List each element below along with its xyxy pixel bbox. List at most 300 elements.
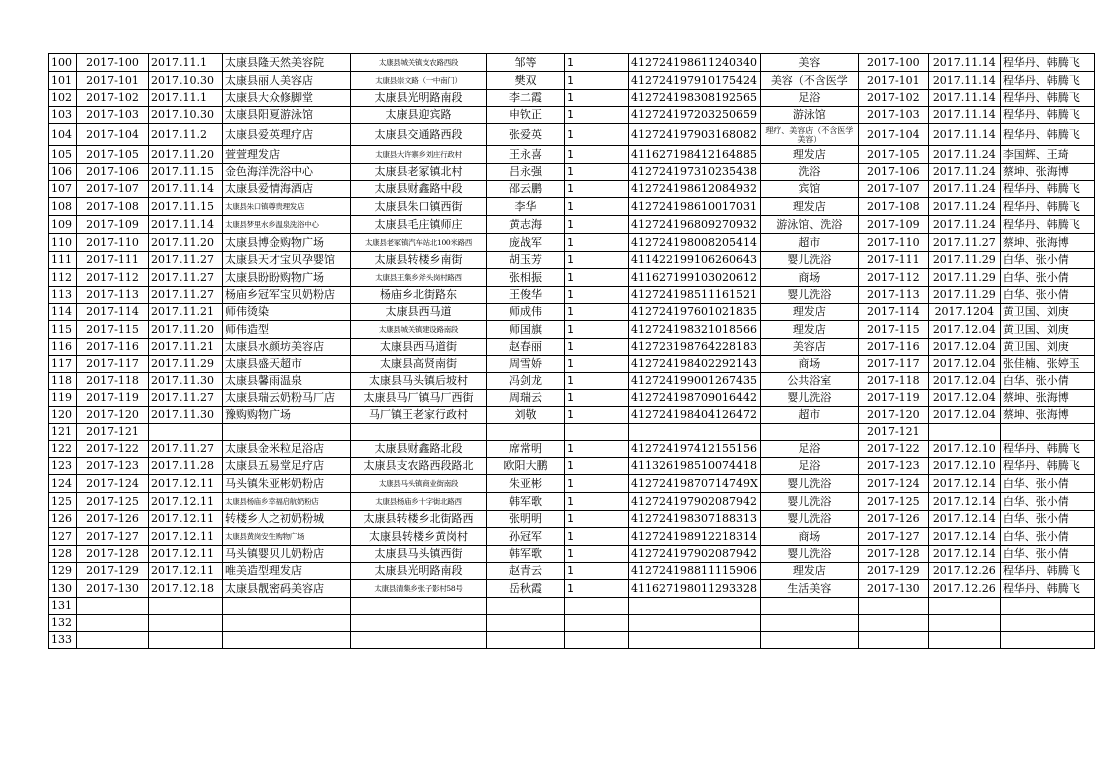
cell-inspectors bbox=[1000, 546, 1094, 563]
cell-address bbox=[351, 198, 487, 216]
cell-application-date bbox=[149, 216, 223, 234]
address-text: 太康县马头镇商业街南段 bbox=[378, 479, 459, 488]
application-date-text: 2017.11.1 bbox=[151, 55, 207, 69]
business-type-text: 商场 bbox=[798, 270, 821, 284]
cell-issue-date bbox=[928, 321, 1000, 339]
cell-legal-person bbox=[487, 580, 565, 598]
cell-id-number bbox=[629, 475, 761, 493]
legal-person-text: 赵春丽 bbox=[509, 340, 542, 353]
issue-date-text: 2017.12.04 bbox=[932, 340, 996, 353]
cell-legal-person bbox=[487, 107, 565, 124]
license-number-text: 2017-100 bbox=[86, 55, 139, 69]
cell-permit-number bbox=[858, 511, 928, 528]
issue-date-text: 2017.12.14 bbox=[932, 529, 996, 543]
cell-id-number bbox=[629, 198, 761, 216]
cell-row-number bbox=[49, 146, 77, 164]
business-type-text: 足浴 bbox=[798, 442, 821, 455]
cell-row-number bbox=[49, 356, 77, 373]
cell-business-name bbox=[223, 198, 351, 216]
issue-date-text: 2017.11.29 bbox=[932, 253, 996, 266]
cell-count bbox=[565, 90, 629, 107]
permit-number-text: 2017-108 bbox=[866, 199, 920, 213]
cell-permit-number bbox=[858, 475, 928, 493]
cell-permit-number bbox=[858, 54, 928, 72]
cell-legal-person bbox=[487, 373, 565, 390]
cell-license-number bbox=[77, 458, 149, 475]
cell-address bbox=[351, 304, 487, 321]
row-number-text: 106 bbox=[51, 165, 72, 178]
cell-business-name bbox=[223, 475, 351, 493]
legal-person-text: 张相振 bbox=[509, 270, 542, 284]
cell-business-name bbox=[223, 252, 351, 269]
cell-business-type bbox=[760, 107, 858, 124]
inspectors-text: 白华、张小倩 bbox=[1002, 529, 1069, 543]
cell-business-type bbox=[760, 124, 858, 146]
cell-row-number bbox=[49, 287, 77, 304]
issue-date-text: 2017.11.27 bbox=[932, 235, 996, 249]
cell-inspectors bbox=[1000, 580, 1094, 598]
business-type-text: 游泳馆 bbox=[792, 108, 826, 121]
id-number-text: 412724197412155156 bbox=[631, 442, 757, 455]
inspectors-text: 程华丹、韩腾飞 bbox=[1002, 581, 1080, 595]
cell-count bbox=[565, 181, 629, 198]
cell-business-name bbox=[223, 72, 351, 90]
address-text: 太康县转楼乡南街 bbox=[374, 253, 463, 266]
cell-application-date bbox=[149, 632, 223, 649]
cell-legal-person bbox=[487, 321, 565, 339]
cell-application-date bbox=[149, 269, 223, 287]
cell-permit-number bbox=[858, 458, 928, 475]
issue-date-text: 2017.12.10 bbox=[932, 442, 996, 455]
application-date-text: 2017.12.18 bbox=[151, 581, 214, 595]
cell-license-number bbox=[77, 615, 149, 632]
issue-date-text: 2017.11.24 bbox=[932, 165, 996, 178]
business-name-text: 太康县大众修脚堂 bbox=[225, 91, 313, 104]
cell-count bbox=[565, 321, 629, 339]
address-text: 太康县财鑫路中段 bbox=[374, 182, 463, 195]
cell-inspectors bbox=[1000, 458, 1094, 475]
cell-issue-date bbox=[928, 234, 1000, 252]
cell-id-number bbox=[629, 528, 761, 546]
count-text: 1 bbox=[567, 165, 574, 178]
application-date-text: 2017.11.28 bbox=[151, 459, 214, 472]
business-type-text: 理发店 bbox=[792, 564, 826, 577]
inspectors-text: 白华、张小倩 bbox=[1002, 374, 1069, 387]
address-text: 太康县马头镇西街 bbox=[374, 547, 463, 560]
cell-business-type bbox=[760, 373, 858, 390]
cell-business-name bbox=[223, 234, 351, 252]
cell-inspectors bbox=[1000, 475, 1094, 493]
cell-legal-person bbox=[487, 304, 565, 321]
cell-row-number bbox=[49, 475, 77, 493]
cell-legal-person bbox=[487, 546, 565, 563]
cell-license-number bbox=[77, 598, 149, 615]
business-type-text: 商场 bbox=[798, 529, 821, 543]
business-type-text: 婴儿洗浴 bbox=[787, 512, 832, 525]
count-text: 1 bbox=[567, 529, 574, 543]
id-number-text: 412724198404126472 bbox=[631, 408, 757, 421]
cell-business-type bbox=[760, 181, 858, 198]
cell-issue-date bbox=[928, 373, 1000, 390]
cell-count bbox=[565, 615, 629, 632]
cell-count bbox=[565, 390, 629, 407]
address-text: 太康县杨庙乡十字街北路西 bbox=[375, 497, 462, 506]
legal-person-text: 庞战军 bbox=[509, 235, 542, 249]
address-text: 马厂镇王老家行政村 bbox=[369, 408, 468, 421]
cell-business-type bbox=[760, 598, 858, 615]
table-row bbox=[49, 54, 1095, 72]
legal-person-text: 樊双 bbox=[514, 73, 537, 87]
count-text: 1 bbox=[567, 357, 574, 370]
legal-person-text: 赵青云 bbox=[509, 564, 542, 577]
cell-issue-date bbox=[928, 475, 1000, 493]
issue-date-text: 2017.12.04 bbox=[932, 391, 996, 404]
cell-application-date bbox=[149, 198, 223, 216]
cell-id-number bbox=[629, 373, 761, 390]
cell-application-date bbox=[149, 124, 223, 146]
cell-inspectors bbox=[1000, 234, 1094, 252]
inspectors-text: 程华丹、韩腾飞 bbox=[1002, 442, 1080, 455]
row-number-text: 133 bbox=[51, 633, 72, 646]
application-date-text: 2017.11.30 bbox=[151, 374, 214, 387]
id-number-text: 412724198912218314 bbox=[631, 529, 757, 543]
legal-person-text: 黄志海 bbox=[509, 217, 542, 231]
business-type-text: 美容（不含医学 bbox=[770, 73, 848, 87]
address-text: 太康县财鑫路北段 bbox=[374, 442, 463, 455]
cell-business-type bbox=[760, 546, 858, 563]
cell-row-number bbox=[49, 390, 77, 407]
business-name-text: 太康县爱英理疗店 bbox=[225, 127, 313, 141]
cell-business-name bbox=[223, 458, 351, 475]
table-row bbox=[49, 234, 1095, 252]
legal-person-text: 孙冠军 bbox=[509, 529, 542, 543]
table-row bbox=[49, 546, 1095, 563]
cell-address bbox=[351, 528, 487, 546]
cell-permit-number bbox=[858, 632, 928, 649]
business-type-text: 婴儿洗浴 bbox=[787, 253, 832, 266]
business-name-text: 杨庙乡冠军宝贝奶粉店 bbox=[225, 288, 335, 301]
cell-inspectors bbox=[1000, 198, 1094, 216]
business-type-text: 美容 bbox=[798, 55, 821, 69]
cell-license-number bbox=[77, 321, 149, 339]
id-number-text: 412724197601021835 bbox=[631, 305, 757, 318]
application-date-text: 2017.11.21 bbox=[151, 340, 214, 353]
cell-application-date bbox=[149, 181, 223, 198]
row-number-text: 124 bbox=[51, 476, 72, 490]
permit-number-text: 2017-124 bbox=[866, 476, 920, 490]
business-name-text: 太康县盼盼购物广场 bbox=[225, 270, 324, 284]
license-number-text: 2017-125 bbox=[86, 494, 139, 508]
application-date-text: 2017.12.11 bbox=[151, 476, 214, 490]
address-text: 太康县老冢镇北村 bbox=[374, 165, 463, 178]
cell-business-type bbox=[760, 304, 858, 321]
table-row bbox=[49, 598, 1095, 615]
table-row bbox=[49, 356, 1095, 373]
cell-row-number bbox=[49, 598, 77, 615]
table-row bbox=[49, 107, 1095, 124]
cell-license-number bbox=[77, 198, 149, 216]
cell-business-type bbox=[760, 216, 858, 234]
cell-id-number bbox=[629, 234, 761, 252]
cell-count bbox=[565, 216, 629, 234]
cell-count bbox=[565, 598, 629, 615]
permit-number-text: 2017-126 bbox=[866, 512, 920, 525]
license-number-text: 2017-105 bbox=[86, 147, 139, 161]
cell-id-number bbox=[629, 580, 761, 598]
cell-license-number bbox=[77, 632, 149, 649]
inspectors-text: 程华丹、韩腾飞 bbox=[1002, 182, 1080, 195]
cell-license-number bbox=[77, 407, 149, 424]
count-text: 1 bbox=[567, 476, 574, 490]
table-row bbox=[49, 373, 1095, 390]
license-number-text: 2017-127 bbox=[86, 529, 139, 543]
address-text: 太康县城关镇支农路西段 bbox=[378, 58, 459, 67]
cell-inspectors bbox=[1000, 615, 1094, 632]
table-row bbox=[49, 407, 1095, 424]
address-text: 太康县西马道街 bbox=[380, 340, 457, 353]
cell-application-date bbox=[149, 373, 223, 390]
cell-count bbox=[565, 269, 629, 287]
cell-application-date bbox=[149, 511, 223, 528]
cell-application-date bbox=[149, 407, 223, 424]
address-text: 太康县崇文路（一中南门） bbox=[375, 76, 462, 85]
id-number-text: 412724199001267435 bbox=[631, 374, 757, 387]
address-text: 太康县老冢镇汽车站北100米路西 bbox=[364, 238, 472, 247]
row-number-text: 126 bbox=[51, 512, 72, 525]
cell-row-number bbox=[49, 563, 77, 580]
row-number-text: 100 bbox=[51, 55, 72, 69]
cell-legal-person bbox=[487, 441, 565, 458]
cell-permit-number bbox=[858, 269, 928, 287]
permit-number-text: 2017-123 bbox=[866, 459, 920, 472]
cell-permit-number bbox=[858, 424, 928, 441]
license-number-text: 2017-109 bbox=[86, 217, 139, 231]
cell-business-name bbox=[223, 356, 351, 373]
cell-license-number bbox=[77, 107, 149, 124]
cell-license-number bbox=[77, 252, 149, 269]
cell-legal-person bbox=[487, 356, 565, 373]
cell-id-number bbox=[629, 90, 761, 107]
cell-license-number bbox=[77, 356, 149, 373]
cell-permit-number bbox=[858, 304, 928, 321]
cell-row-number bbox=[49, 321, 77, 339]
cell-application-date bbox=[149, 339, 223, 356]
permit-number-text: 2017-106 bbox=[866, 165, 920, 178]
license-number-text: 2017-117 bbox=[86, 357, 139, 370]
table-row bbox=[49, 528, 1095, 546]
row-number-text: 131 bbox=[51, 599, 72, 612]
cell-inspectors bbox=[1000, 146, 1094, 164]
cell-count bbox=[565, 124, 629, 146]
cell-count bbox=[565, 546, 629, 563]
license-number-text: 2017-110 bbox=[86, 235, 139, 249]
business-type-text: 洗浴 bbox=[798, 165, 821, 178]
cell-issue-date bbox=[928, 407, 1000, 424]
permit-number-text: 2017-116 bbox=[866, 340, 920, 353]
business-name-text: 太康县馨雨温泉 bbox=[225, 374, 302, 387]
cell-id-number bbox=[629, 546, 761, 563]
cell-permit-number bbox=[858, 321, 928, 339]
business-type-text: 足浴 bbox=[798, 459, 821, 472]
cell-license-number bbox=[77, 563, 149, 580]
business-name-text: 唯美造型理发店 bbox=[225, 564, 302, 577]
cell-row-number bbox=[49, 615, 77, 632]
cell-inspectors bbox=[1000, 441, 1094, 458]
license-number-text: 2017-129 bbox=[86, 564, 139, 577]
cell-id-number bbox=[629, 493, 761, 511]
cell-address bbox=[351, 90, 487, 107]
cell-business-name bbox=[223, 441, 351, 458]
cell-business-type bbox=[760, 458, 858, 475]
license-number-text: 2017-103 bbox=[86, 108, 139, 121]
application-date-text: 2017.10.30 bbox=[151, 73, 214, 87]
cell-address bbox=[351, 252, 487, 269]
cell-business-name bbox=[223, 304, 351, 321]
issue-date-text: 2017.11.24 bbox=[932, 217, 996, 231]
address-text: 太康县朱口镇西街 bbox=[374, 199, 463, 213]
business-name-text: 萱萱理发店 bbox=[225, 147, 280, 161]
business-name-text: 转楼乡人之初奶粉城 bbox=[225, 512, 324, 525]
count-text: 1 bbox=[567, 374, 574, 387]
cell-business-name bbox=[223, 424, 351, 441]
business-type-text: 生活美容 bbox=[787, 581, 832, 595]
license-number-text: 2017-115 bbox=[86, 322, 139, 336]
cell-row-number bbox=[49, 407, 77, 424]
cell-license-number bbox=[77, 164, 149, 181]
cell-row-number bbox=[49, 546, 77, 563]
application-date-text: 2017.11.27 bbox=[151, 391, 214, 404]
legal-person-text: 吕永强 bbox=[509, 165, 542, 178]
cell-business-type bbox=[760, 90, 858, 107]
business-type-text: 婴儿洗浴 bbox=[787, 476, 832, 490]
cell-row-number bbox=[49, 458, 77, 475]
id-number-text: 411627199103020612 bbox=[631, 270, 757, 284]
cell-row-number bbox=[49, 493, 77, 511]
inspectors-text: 程华丹、韩腾飞 bbox=[1002, 73, 1080, 87]
cell-inspectors bbox=[1000, 90, 1094, 107]
application-date-text: 2017.11.1 bbox=[151, 91, 207, 104]
cell-application-date bbox=[149, 493, 223, 511]
cell-application-date bbox=[149, 287, 223, 304]
row-number-text: 102 bbox=[51, 91, 72, 104]
count-text: 1 bbox=[567, 581, 574, 595]
license-number-text: 2017-116 bbox=[86, 340, 139, 353]
legal-person-text: 师国旗 bbox=[509, 322, 542, 336]
cell-issue-date bbox=[928, 304, 1000, 321]
permit-number-text: 2017-128 bbox=[866, 547, 920, 560]
cell-id-number bbox=[629, 441, 761, 458]
license-number-text: 2017-101 bbox=[86, 73, 139, 87]
cell-id-number bbox=[629, 615, 761, 632]
cell-application-date bbox=[149, 458, 223, 475]
cell-legal-person bbox=[487, 146, 565, 164]
id-number-text: 411422199106260643 bbox=[631, 253, 757, 266]
count-text: 1 bbox=[567, 108, 574, 121]
cell-issue-date bbox=[928, 339, 1000, 356]
cell-permit-number bbox=[858, 198, 928, 216]
cell-address bbox=[351, 441, 487, 458]
permit-number-text: 2017-100 bbox=[866, 55, 920, 69]
cell-issue-date bbox=[928, 424, 1000, 441]
business-name-text: 马头镇婴贝儿奶粉店 bbox=[225, 547, 324, 560]
cell-address bbox=[351, 546, 487, 563]
table-body bbox=[49, 54, 1095, 649]
cell-business-type bbox=[760, 146, 858, 164]
cell-row-number bbox=[49, 107, 77, 124]
cell-address bbox=[351, 407, 487, 424]
business-type-text: 美容店 bbox=[792, 340, 826, 353]
table-row bbox=[49, 90, 1095, 107]
cell-id-number bbox=[629, 563, 761, 580]
license-number-text: 2017-107 bbox=[86, 182, 139, 195]
address-text: 杨庙乡北街路东 bbox=[380, 288, 457, 301]
cell-business-type bbox=[760, 493, 858, 511]
row-number-text: 115 bbox=[51, 322, 72, 336]
cell-business-type bbox=[760, 269, 858, 287]
application-date-text: 2017.11.27 bbox=[151, 288, 214, 301]
cell-business-name bbox=[223, 107, 351, 124]
issue-date-text: 2017.12.14 bbox=[932, 547, 996, 560]
row-number-text: 122 bbox=[51, 442, 72, 455]
cell-row-number bbox=[49, 90, 77, 107]
address-text: 太康县大许寨乡刘庄行政村 bbox=[375, 150, 462, 159]
cell-count bbox=[565, 511, 629, 528]
cell-legal-person bbox=[487, 390, 565, 407]
issue-date-text: 2017.11.29 bbox=[932, 270, 996, 284]
cell-row-number bbox=[49, 373, 77, 390]
business-type-text: 理发店 bbox=[792, 322, 826, 336]
cell-legal-person bbox=[487, 493, 565, 511]
address-text: 太康县转楼乡黄岗村 bbox=[369, 529, 468, 543]
cell-inspectors bbox=[1000, 216, 1094, 234]
cell-legal-person bbox=[487, 90, 565, 107]
cell-count bbox=[565, 287, 629, 304]
inspectors-text: 程华丹、韩腾飞 bbox=[1002, 127, 1080, 141]
table-row bbox=[49, 181, 1095, 198]
application-date-text: 2017.11.2 bbox=[151, 127, 207, 141]
legal-person-text: 韩军歌 bbox=[509, 547, 542, 560]
cell-address bbox=[351, 424, 487, 441]
cell-address bbox=[351, 390, 487, 407]
cell-business-type bbox=[760, 164, 858, 181]
business-name-text: 师伟烫染 bbox=[225, 305, 269, 318]
issue-date-text: 2017.11.24 bbox=[932, 199, 996, 213]
cell-inspectors bbox=[1000, 321, 1094, 339]
cell-legal-person bbox=[487, 287, 565, 304]
address-text: 太康县王集乡斧头岗村路西 bbox=[375, 273, 462, 282]
cell-business-type bbox=[760, 615, 858, 632]
application-date-text: 2017.12.11 bbox=[151, 547, 214, 560]
cell-application-date bbox=[149, 528, 223, 546]
id-number-text: 412724198709016442 bbox=[631, 391, 757, 404]
legal-person-text: 岳秋霞 bbox=[509, 581, 542, 595]
business-type-text: 公共浴室 bbox=[787, 374, 832, 387]
row-number-text: 121 bbox=[51, 425, 72, 438]
permit-number-text: 2017-111 bbox=[866, 253, 920, 266]
cell-application-date bbox=[149, 475, 223, 493]
cell-business-type bbox=[760, 441, 858, 458]
application-date-text: 2017.11.15 bbox=[151, 165, 214, 178]
license-number-text: 2017-119 bbox=[86, 391, 139, 404]
cell-business-name bbox=[223, 563, 351, 580]
cell-address bbox=[351, 107, 487, 124]
id-number-text: 412724197310235438 bbox=[631, 165, 757, 178]
cell-address bbox=[351, 458, 487, 475]
cell-business-type bbox=[760, 72, 858, 90]
id-number-text: 412724198008205414 bbox=[631, 235, 757, 249]
permit-number-text: 2017-119 bbox=[866, 391, 920, 404]
cell-permit-number bbox=[858, 407, 928, 424]
